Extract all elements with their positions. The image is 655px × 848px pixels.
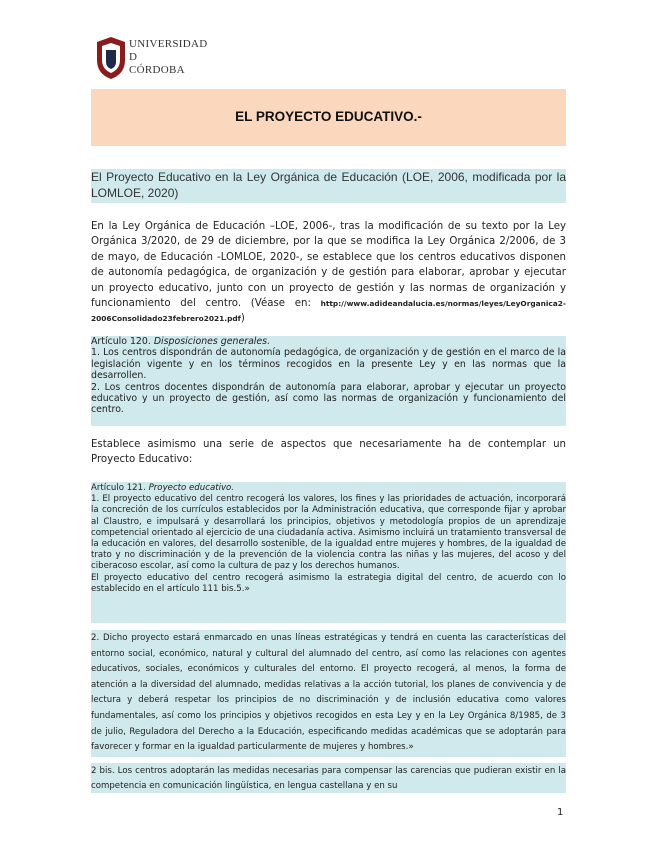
section-heading-text: El Proyecto Educativo en la Ley Orgánica de Educación (LOE, 2006, modificada por la LOMLOE, 2020)	[91, 170, 566, 200]
article-121-p1: 1. El proyecto educativo del centro recogerá los valores, los fines y las prioridades de actuación, incorporará la concreción de los currículos establecidos por la Administración educativa, que corresponde fijar y aprobar al Claustro, e impulsará y desarrollará los principios, objetivos y metodología propios de un aprendizaje competencial orientado al ejercicio de una ciudadanía activa. Asimismo incluirá un tratamiento transversal de la educación en valores, del desarrollo sostenible, de la igualdad entre mujeres y hombres, de la igualdad de trato y no discriminación y de la prevención de la violencia contra las niñas y las mujeres, del acoso y del ciberacoso escolar, así como la cultura de paz y los derechos humanos.	[91, 494, 566, 572]
university-shield-icon	[95, 36, 127, 80]
article-120-p2: 2. Los centros docentes dispondrán de autonomía para elaborar, aprobar y ejecutar un proyecto educativo y un proyecto de gestión, así como las normas de organización y funcionamiento del centro.	[91, 381, 566, 416]
intro-paragraph	[91, 219, 566, 327]
article-121-p2-quote	[91, 630, 566, 757]
article-121-label: Artículo 121.	[91, 483, 146, 493]
article-121-quote	[91, 482, 566, 623]
page-number: 1	[557, 807, 564, 818]
article-121-title: Proyecto educativo.	[148, 483, 235, 493]
page-title: EL PROYECTO EDUCATIVO.-	[235, 109, 422, 124]
logo-line-2: D	[129, 51, 138, 63]
article-121-p2: 2. Dicho proyecto estará enmarcado en unas líneas estratégicas y tendrá en cuenta las características del entorno social, económico, natural y cultural del alumnado del centro, así como las relaciones con agentes educativos, sociales, económicos y culturales del entorno. El proyecto recogerá, al menos, la forma de atención a la diversidad del alumnado, medidas relativas a la acción tutorial, los planes de convivencia y de lectura y deberá respetar los principios de no discriminación y de inclusión educativa como valores fundamentales, así como los principios y objetivos recogidos en esta Ley y en la Ley Orgánica 8/1985, de 3 de julio, Reguladora del Derecho a la Educación, especificando medidas académicas que se adoptarán para favorecer y formar en la igualdad particularmente de mujeres y hombres.»	[91, 633, 566, 753]
section-heading	[91, 169, 566, 203]
article-121-p2bis-quote	[91, 763, 566, 793]
intro-text: En la Ley Orgánica de Educación –LOE, 2006-, tras la modificación de su texto por la Ley Orgánica 3/2020, de 29 de diciembre, por la que se modifica la Ley Orgánica 2/2006, de 3 de mayo, de Educación -LOMLOE, 2020-, se establece que los centros educativos disponen de autonomía pedagógica, de organización y de gestión para elaborar, aprobar y ejecutar un proyecto educativo, junto con un proyecto de gestión y las normas de organización y funcionamiento del centro. (Véase en:	[91, 221, 566, 310]
article-120-title: Disposiciones generales.	[153, 336, 271, 347]
logo-line-3: CÓRDOBA	[129, 64, 185, 76]
intro-close: )	[240, 313, 245, 325]
logo-wordmark	[129, 38, 207, 77]
logo-line-1: UNIVERSIDAD	[129, 38, 208, 50]
title-band	[91, 89, 566, 146]
article-120-label: Artículo 120.	[91, 336, 151, 347]
university-logo	[95, 36, 208, 82]
article-121-p1b: El proyecto educativo del centro recogerá asimismo la estrategia digital del centro, de acuerdo con lo establecido en el artículo 111 bis.5.»	[91, 572, 566, 594]
article-121-p2bis: 2 bis. Los centros adoptarán las medidas necesarias para compensar las carencias que pudieran existir en la competencia en comunicación lingüística, en lengua castellana y en su	[91, 766, 566, 791]
article-120-quote	[91, 336, 566, 426]
establece-paragraph: Establece asimismo una serie de aspectos que necesariamente ha de contemplar un Proyecto Educativo:	[91, 439, 566, 466]
article-120-p1: 1. Los centros dispondrán de autonomía pedagógica, de organización y de gestión en el marco de la legislación vigente y en los términos recogidos en la presente Ley y en las normas que la desarrollen.	[91, 347, 566, 382]
source-link[interactable]: http://www.adideandalucia.es/normas/leyes/LeyOrganica2-2006Consolidado23febrero2021.pdf	[91, 299, 566, 324]
